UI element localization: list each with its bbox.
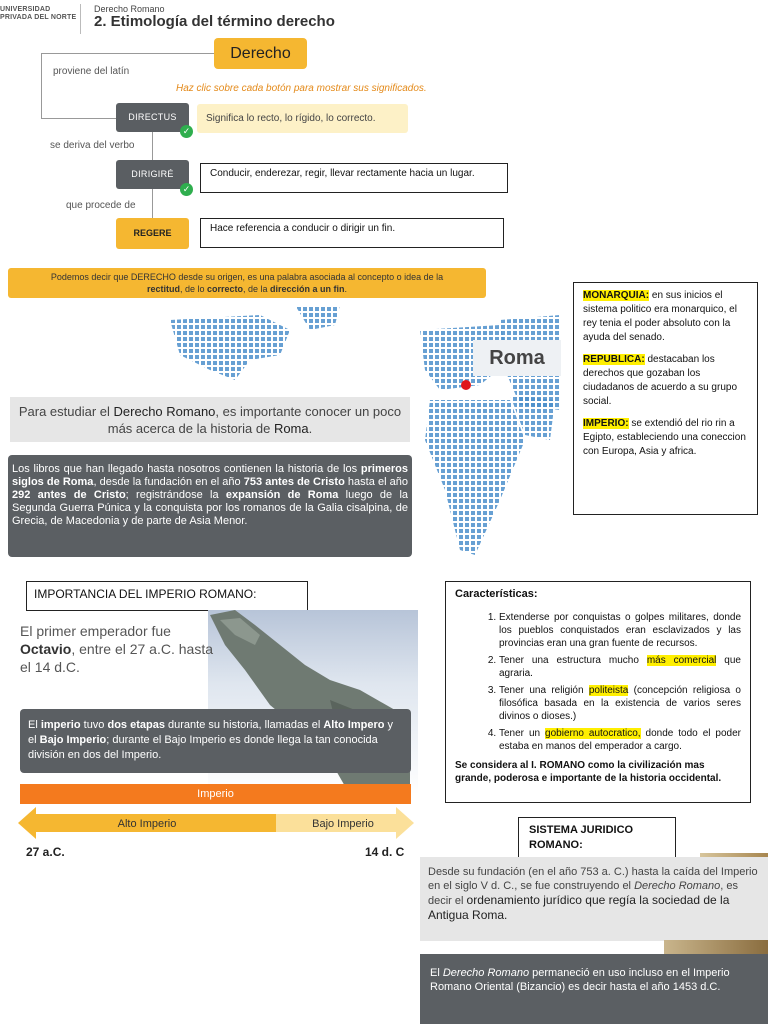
university-line2: PRIVADA DEL NORTE <box>0 14 77 21</box>
bizancio-box <box>420 954 768 1024</box>
item-text: Extenderse por conquistas o golpes militares, donde los pueblos conquistados eran esclavizados y las provincias eran una gran fuente de recursos. <box>499 612 741 649</box>
octavio-name: Octavio <box>20 641 72 657</box>
flow-label-1: proviene del latín <box>53 66 130 77</box>
history-bold: 292 antes de Cristo <box>12 489 126 501</box>
flow-line-left <box>41 53 42 119</box>
banner-sep: , de la <box>243 284 271 294</box>
imperio-timeline-bar: Imperio <box>20 784 411 804</box>
derecho-banner <box>8 268 486 298</box>
dirigire-meaning: Conducir, enderezar, regir, llevar rectamente hacia un lugar. <box>200 163 508 193</box>
item-text: Tener una religión <box>499 685 589 696</box>
study-roma: Roma <box>273 421 309 436</box>
timeline-end: 14 d. C <box>365 845 405 859</box>
history-bold: expansión de Roma <box>225 489 339 501</box>
study-note <box>10 397 410 442</box>
banner-correcto: correcto <box>206 284 243 294</box>
flow-line-2 <box>152 132 153 160</box>
bizancio-text: El <box>430 967 443 979</box>
history-text: ; registrándose la <box>125 489 226 501</box>
octavio-part: , entre el 27 a.C. hasta el 14 d.C. <box>20 641 213 675</box>
period-desc: en sus inicios el sistema politico era monarquico, el rey tenia el poder absoluto con la ayuda del senado. <box>583 290 737 343</box>
foundation-text: , es decir el <box>428 880 739 907</box>
octavio-text <box>20 622 220 676</box>
banner-direccion: dirección a un fin <box>270 284 345 294</box>
etapas-bold: dos etapas <box>107 719 165 731</box>
click-hint: Haz clic sobre cada botón para mostrar sus significados. <box>176 83 427 94</box>
legal-foundation-box <box>420 857 768 941</box>
history-text: hasta el año <box>344 476 409 488</box>
alto-imperio-label: Alto Imperio <box>117 818 177 830</box>
bizancio-text: permaneció en uso incluso en el Imperio Romano Oriental (Bizancio) es decir hasta el año 1453 d.C. <box>430 967 730 993</box>
flow-line-3 <box>152 189 153 218</box>
item-text: Tener un <box>499 728 546 739</box>
directus-meaning: Significa lo recto, lo rígido, lo correcto. <box>197 104 408 133</box>
flow-label-3: que procede de <box>66 200 136 211</box>
importance-title: IMPORTANCIA DEL IMPERIO ROMANO: <box>26 581 308 611</box>
history-text: Los libros que han llegado hasta nosotros contienen la historia de los <box>12 463 361 475</box>
foundation-text: Desde su fundación (en el año 753 a. C.) hasta la caída del Imperio en el siglo V d. C., se fue construyendo el <box>428 866 758 892</box>
study-text: Para estudiar el <box>18 404 114 419</box>
check-icon: ✓ <box>180 125 193 138</box>
period-term: IMPERIO: <box>583 418 629 429</box>
foundation-italic: Derecho Romano <box>634 880 721 892</box>
period-desc: destacaban los derechos que gozaban los ciudadanos de acuerdo a su grupo social. <box>583 354 738 407</box>
flow-line-top <box>41 53 214 54</box>
history-bold: primeros siglos de Roma <box>12 463 408 488</box>
list-item <box>499 684 741 723</box>
etapas-text: ; durante el Bajo Imperio es donde llega la tan conocida división en dos del Imperio. <box>28 734 378 761</box>
legal-system-title: SISTEMA JURIDICO ROMANO: <box>518 817 676 861</box>
check-icon: ✓ <box>180 183 193 196</box>
regere-meaning: Hace referencia a conducir o dirigir un fin. <box>200 218 504 248</box>
etapas-text: El <box>28 719 41 731</box>
page-title: 2. Etimología del término derecho <box>94 13 335 30</box>
university-line1: UNIVERSIDAD <box>0 6 51 13</box>
characteristics-list <box>455 611 741 753</box>
history-bold: 753 antes de Cristo <box>243 476 345 488</box>
characteristics-title: Características: <box>455 588 538 600</box>
roma-marker[interactable] <box>461 380 471 390</box>
periods-box <box>573 282 758 515</box>
banner-line2 <box>8 283 486 295</box>
history-text: , desde la fundación en el año <box>93 476 244 488</box>
etapas-bold: Bajo Imperio <box>39 734 107 746</box>
characteristics-box <box>445 581 751 803</box>
item-text: donde todo el poder estaba en manos del emperador a cargo. <box>499 728 741 752</box>
item-highlight: gobierno autocratico, <box>545 728 641 739</box>
history-box <box>8 455 412 557</box>
banner-line1: Podemos decir que DERECHO desde su origen, es una palabra asociada al concepto o idea de la <box>50 272 444 282</box>
etapas-text: tuvo <box>80 719 108 731</box>
item-text: que agraria. <box>499 655 741 679</box>
study-text: . <box>308 421 313 436</box>
period-term: MONARQUIA: <box>583 290 650 301</box>
banner-sep: , de lo <box>179 284 207 294</box>
period-imperio <box>583 417 748 459</box>
item-highlight: politeista <box>588 685 629 696</box>
period-desc: se extendió del rio rin a Egipto, estableciendo una coneccion con Europa, Asia y africa. <box>583 418 746 457</box>
directus-button[interactable]: DIRECTUS <box>116 103 189 132</box>
banner-end: . <box>344 284 348 294</box>
etapas-text: y el <box>28 719 394 746</box>
period-republica <box>583 353 748 409</box>
roma-label: Roma <box>473 340 561 376</box>
etapas-bold: Alto Impero <box>323 719 385 731</box>
period-monarquia <box>583 289 748 345</box>
derecho-button[interactable]: Derecho <box>214 38 307 69</box>
foundation-emphasis: ordenamiento jurídico que regía la sociedad de la Antigua Roma. <box>428 893 730 922</box>
history-text: luego de la Segunda Guerra Púnica y la conquista por los romanos de la Galia cisalpina, de Grecia, de Macedonia y de parte de Asia Menor. <box>12 489 409 527</box>
characteristics-conclusion: Se considera al I. ROMANO como la civilización mas grande, poderosa e importante de la historia occidental. <box>455 760 722 784</box>
etapas-text: durante su historia, llamadas el <box>164 719 324 731</box>
imperio-stages-box <box>20 709 411 773</box>
study-text: , es importante conocer un poco más acerca de la historia de <box>107 404 402 436</box>
dirigire-button[interactable]: DIRIGIRÉ <box>116 160 189 189</box>
banner-rectitud: rectitud <box>146 284 180 294</box>
flow-line-to-directus <box>41 118 116 119</box>
bajo-imperio-label: Bajo Imperio <box>312 818 374 830</box>
item-text: Tener una estructura mucho <box>499 655 647 666</box>
flow-label-2: se deriva del verbo <box>50 140 135 151</box>
regere-button[interactable]: REGERE <box>116 218 189 249</box>
bizancio-italic: Derecho Romano <box>442 967 530 979</box>
item-text: (concepción religiosa o filosófica basada en la existencia de varios seres divinos o dioses.) <box>499 685 741 722</box>
period-term: REPUBLICA: <box>583 354 645 365</box>
etapas-bold: imperio <box>40 719 81 731</box>
item-highlight: más comercial <box>646 655 717 666</box>
study-derecho-romano: Derecho Romano <box>113 404 216 419</box>
course-name: Derecho Romano <box>94 4 165 14</box>
university-logo <box>0 6 76 22</box>
header-divider <box>80 4 81 34</box>
list-item <box>499 611 741 650</box>
timeline-arrow <box>18 807 414 839</box>
timeline-start: 27 a.C. <box>26 845 65 859</box>
list-item <box>499 727 741 753</box>
octavio-part: El primer emperador fue <box>20 623 171 639</box>
list-item <box>499 654 741 680</box>
